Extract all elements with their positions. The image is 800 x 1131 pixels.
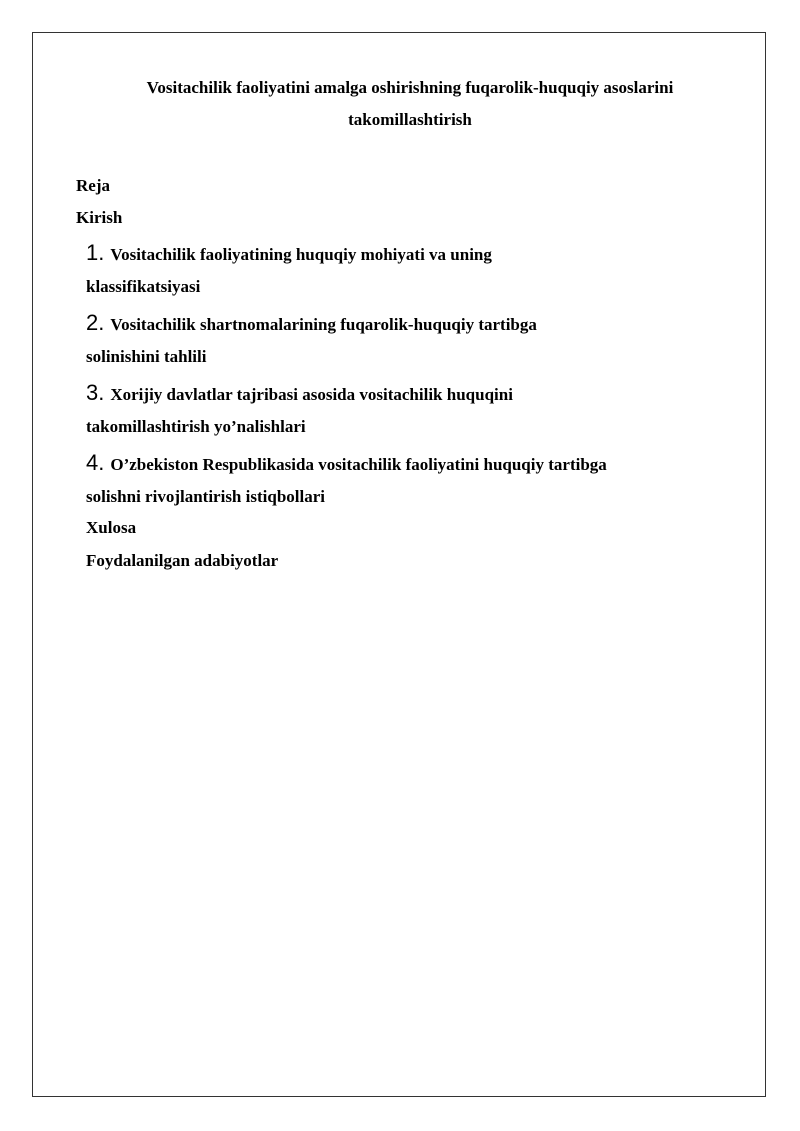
plan-item-number: 1. [86, 240, 105, 265]
plan-item-text: O’zbekiston Respublikasida vositachilik faoliyatini huquqiy tartibga [110, 455, 607, 474]
plan-item-text-continued: solishni rivojlantirish istiqbollari [86, 487, 325, 506]
plan-item-text: Xorijiy davlatlar tajribasi asosida vositachilik huquqini [110, 385, 513, 404]
plan-item-4 [86, 446, 686, 514]
plan-item-text: Vositachilik faoliyatining huquqiy mohiyati va uning [110, 245, 492, 264]
plan-item-1 [86, 236, 686, 304]
plan-item-text-continued: klassifikatsiyasi [86, 277, 201, 296]
plan-item-text-continued: takomillashtirish yo’nalishlari [86, 417, 306, 436]
intro-heading: Kirish [76, 208, 123, 227]
conclusion-heading: Xulosa [86, 518, 137, 537]
references-heading: Foydalanilgan adabiyotlar [86, 551, 279, 570]
plan-item-number: 4. [86, 450, 105, 475]
plan-item-number: 2. [86, 310, 105, 335]
plan-item-text-continued: solinishini tahlili [86, 347, 207, 366]
plan-item-3 [86, 376, 686, 444]
plan-item-2 [86, 306, 686, 374]
plan-item-number: 3. [86, 380, 105, 405]
plan-heading: Reja [76, 176, 110, 195]
plan-item-text: Vositachilik shartnomalarining fuqarolik-huquqiy tartibga [110, 315, 537, 334]
document-title: Vositachilik faoliyatini amalga oshirishning fuqarolik-huquqiy asoslarini takomillashtirish [146, 78, 674, 129]
